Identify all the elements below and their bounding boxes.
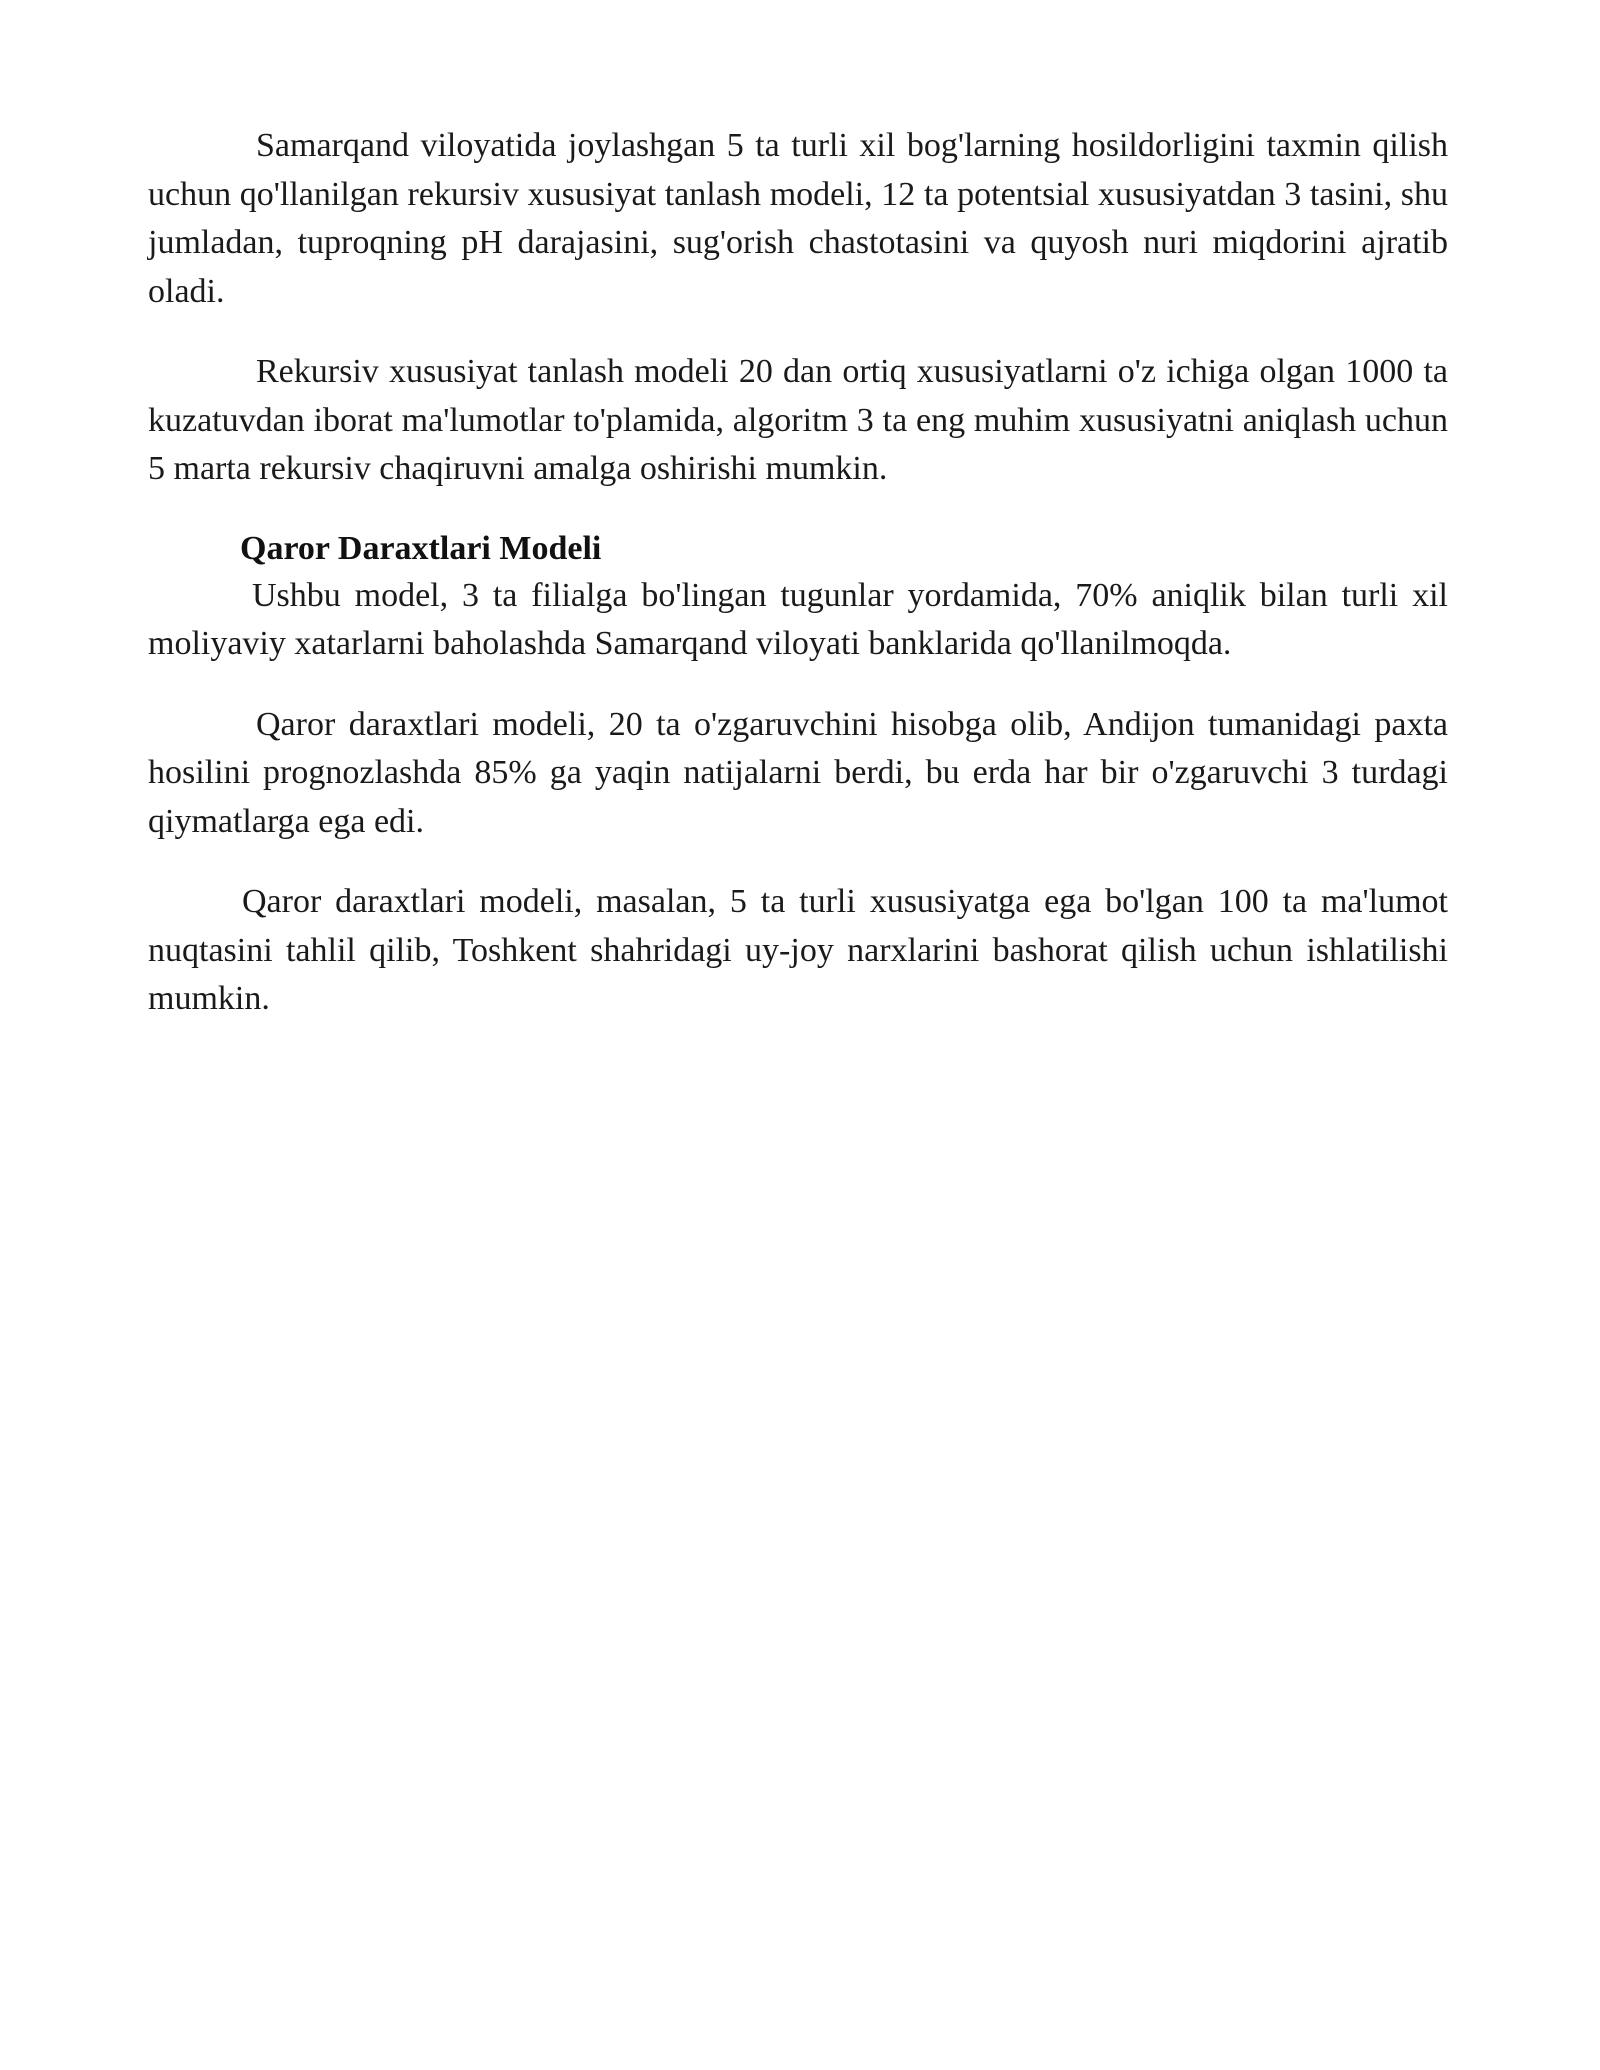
paragraph-2: Rekursiv xususiyat tanlash modeli 20 dan ortiq xususiyatlarni o'z ichiga olgan 1000 ta kuzatuvdan iborat ma'lumotlar to'plamida, algoritm 3 ta eng muhim xususiyatni aniqlash uchun 5 marta rekursiv chaqiruvni amalga oshirishi mumkin.	[148, 353, 1448, 487]
paragraph-3: Ushbu model, 3 ta filialga bo'lingan tugunlar yordamida, 70% aniqlik bilan turli xil moliyaviy xatarlarni baholashda Samarqand viloyati banklarida qo'llanilmoqda.	[148, 576, 1448, 662]
document-body	[148, 122, 1448, 1056]
paragraph-5: Qaror daraxtlari modeli, masalan, 5 ta turli xususiyatga ega bo'lgan 100 ta ma'lumot nuqtasini tahlil qilib, Toshkent shahridagi uy-joy narxlarini bashorat qilish uchun ishlatilishi mumkin.	[148, 883, 1448, 1017]
paragraph-4: Qaror daraxtlari modeli, 20 ta o'zgaruvchini hisobga olib, Andijon tumanidagi paxta hosilini prognozlashda 85% ga yaqin natijalarni berdi, bu erda har bir o'zgaruvchi 3 turdagi qiymatlarga ega edi.	[148, 705, 1448, 840]
section-heading: Qaror Daraxtlari Modeli	[240, 529, 602, 567]
paragraph-1: Samarqand viloyatida joylashgan 5 ta turli xil bog'larning hosildorligini taxmin qilish uchun qo'llanilgan rekursiv xususiyat tanlash modeli, 12 ta potentsial xususiyatdan 3 tasini, shu jumladan, tuproqning pH darajasini, sug'orish chastotasini va quyosh nuri miqdorini ajratib oladi.	[148, 127, 1448, 310]
